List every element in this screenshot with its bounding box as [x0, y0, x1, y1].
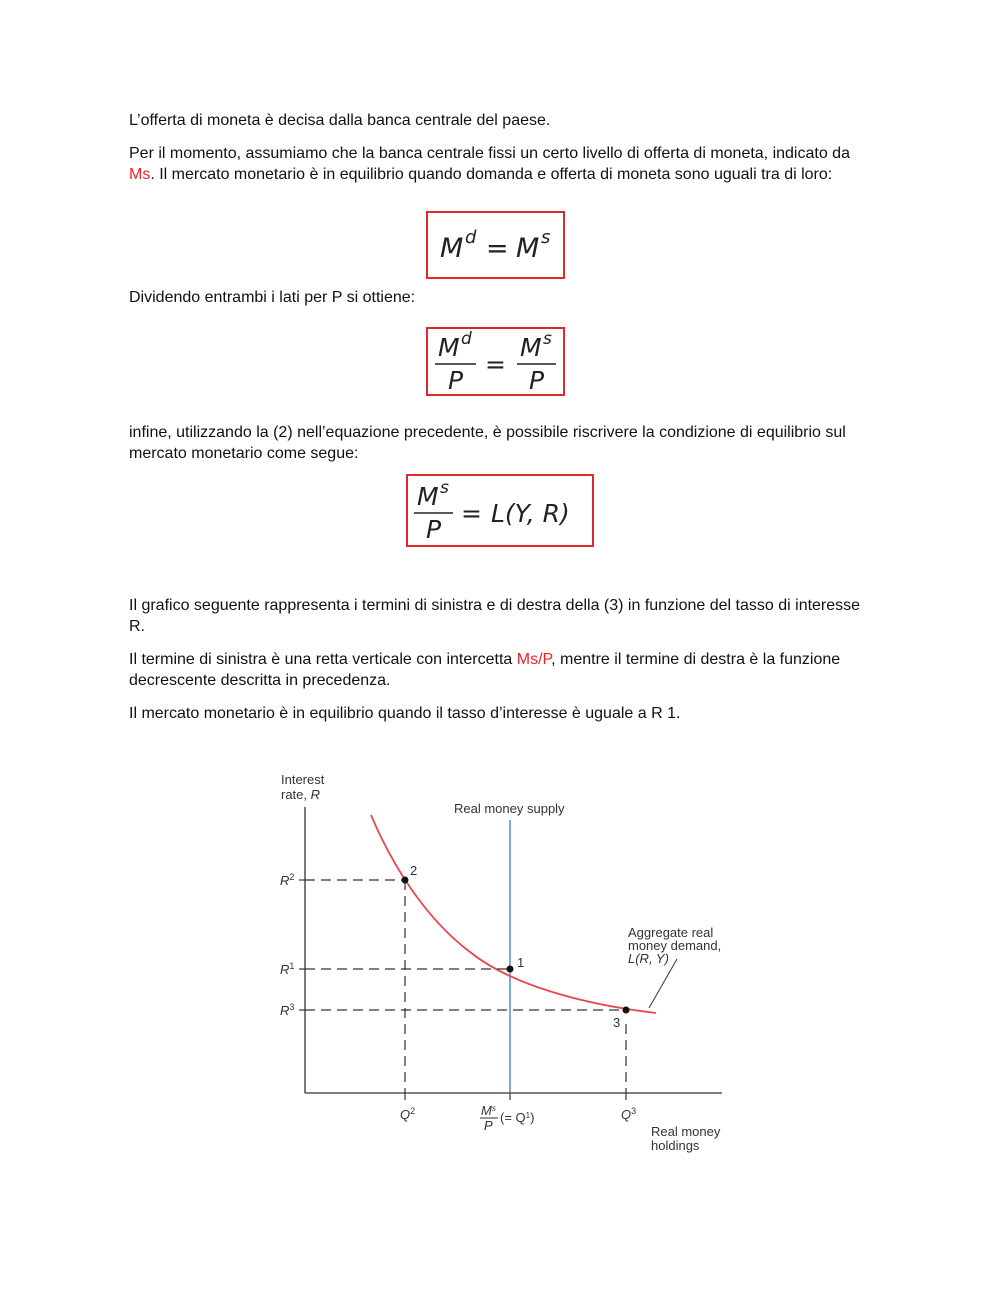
- eq1-rhs-base: M: [516, 233, 540, 264]
- x-tick-ms-num-sup: s: [491, 1104, 496, 1113]
- x-axis-label-line1: Real money: [651, 1124, 721, 1139]
- paragraph-text: L’offerta di moneta è decisa dalla banca centrale del paese.: [129, 112, 551, 129]
- eq1-operator: =: [486, 233, 509, 264]
- paragraph-text: infine, utilizzando la (2) nell’equazione precedente, è possibile riscrivere la condizione di equilibrio sul mercato monetario come segue:: [129, 424, 846, 462]
- paragraph-text: , mentre il termine di destra è la funzione decrescente descritta in precedenza.: [129, 651, 841, 689]
- point-3: [623, 1007, 630, 1014]
- eq2-den1: P: [448, 366, 464, 394]
- point-1: [507, 966, 514, 973]
- x-tick-q2-sup: 2: [410, 1106, 416, 1116]
- eq2-num2-base: M: [520, 333, 542, 362]
- y-tick-r1-sup: 1: [289, 961, 295, 971]
- guide-lines: [305, 880, 626, 1093]
- x-tick-ms-den: P: [484, 1118, 493, 1133]
- point-2: [402, 877, 409, 884]
- y-axis-label-line2: [281, 787, 320, 802]
- paragraph-graph-intro: [129, 595, 874, 637]
- y-tick-r3-sup: 3: [289, 1002, 295, 1012]
- eq1-rhs-sup: s: [541, 227, 551, 248]
- x-tick-q1-sup: 1: [525, 1111, 531, 1120]
- money-supply-label: Real money supply: [454, 801, 565, 816]
- paragraph-equilibrium: [129, 703, 874, 724]
- equation-box-3: [406, 474, 594, 547]
- paragraph-central-bank: [129, 143, 874, 185]
- eq1-lhs-base: M: [440, 233, 464, 264]
- paragraph-divide: [129, 287, 874, 308]
- eq3-num-sup: s: [440, 478, 449, 498]
- eq2-den2: P: [529, 366, 545, 394]
- money-demand-curve: [371, 815, 656, 1013]
- eq2-num1-sup: d: [461, 329, 472, 349]
- money-market-chart: [260, 762, 740, 1162]
- eq3-den: P: [426, 515, 442, 544]
- equation-3: [408, 476, 592, 545]
- highlight-ms: Ms: [129, 166, 151, 183]
- x-tick-ms-num-base: M: [481, 1103, 492, 1118]
- x-tick-ms-num: [481, 1103, 496, 1118]
- x-axis-label-line2: holdings: [651, 1138, 700, 1153]
- eq2-operator: =: [485, 350, 506, 379]
- y-tick-r1-base: R: [280, 962, 290, 977]
- x-tick-q1-end: ): [530, 1110, 535, 1125]
- demand-label-line1: Aggregate real: [628, 925, 714, 940]
- demand-label-line2: money demand,: [628, 938, 722, 953]
- equation-1: [428, 213, 563, 277]
- x-tick-q1-text: (= Q: [500, 1110, 526, 1125]
- point-2-label: 2: [410, 863, 418, 878]
- paragraph-money-supply-intro: [129, 110, 874, 131]
- demand-label-leader: [649, 959, 677, 1008]
- equation-2: [428, 329, 563, 394]
- y-tick-r2: [280, 872, 294, 888]
- y-axis-label-var: R: [310, 787, 321, 802]
- y-tick-r1: [280, 961, 294, 977]
- paragraph-text: Il grafico seguente rappresenta i termini di sinistra e di destra della (3) in funzione del tasso di interesse R.: [129, 597, 861, 635]
- x-tick-q1: [500, 1110, 534, 1125]
- paragraph-text: . Il mercato monetario è in equilibrio quando domanda e offerta di moneta sono uguali tra di loro:: [150, 166, 833, 183]
- y-tick-r3-base: R: [280, 1003, 290, 1018]
- eq1-lhs-sup: d: [465, 227, 477, 248]
- eq3-rhs: L(Y, R): [491, 499, 570, 528]
- highlight-ms-p: Ms/P: [516, 651, 552, 668]
- paragraph-text: Il mercato monetario è in equilibrio quando il tasso d’interesse è uguale a R 1.: [129, 705, 681, 722]
- x-tick-q3: [621, 1106, 636, 1122]
- ticks: [299, 880, 626, 1100]
- equation-box-2: [426, 327, 565, 396]
- paragraph-text: Dividendo entrambi i lati per P si ottiene:: [129, 289, 416, 306]
- x-tick-q2-base: Q: [400, 1107, 411, 1122]
- equation-box-1: [426, 211, 565, 279]
- eq3-operator: =: [461, 499, 482, 528]
- y-tick-r3: [280, 1002, 294, 1018]
- x-tick-q2: [400, 1106, 415, 1122]
- y-axis-label-line1: Interest: [281, 772, 325, 787]
- paragraph-rewrite: [129, 422, 874, 464]
- point-3-label: 3: [613, 1015, 621, 1030]
- y-tick-r2-base: R: [280, 873, 290, 888]
- y-tick-r2-sup: 2: [289, 872, 295, 882]
- point-1-label: 1: [517, 955, 525, 970]
- paragraph-text: Per il momento, assumiamo che la banca centrale fissi un certo livello di offerta di moneta, indicato da: [129, 145, 850, 162]
- eq3-num-base: M: [417, 482, 439, 511]
- paragraph-left-right-terms: [129, 649, 874, 691]
- x-tick-ms-p: [480, 1103, 534, 1133]
- eq2-num2-sup: s: [543, 329, 552, 349]
- eq2-num1-base: M: [438, 333, 460, 362]
- paragraph-text: Il termine di sinistra è una retta verticale con intercetta: [129, 651, 517, 668]
- demand-label-line3: L(R, Y): [628, 951, 669, 966]
- x-tick-q3-base: Q: [621, 1107, 632, 1122]
- x-tick-q3-sup: 3: [631, 1106, 637, 1116]
- y-axis-label-text: rate,: [281, 787, 311, 802]
